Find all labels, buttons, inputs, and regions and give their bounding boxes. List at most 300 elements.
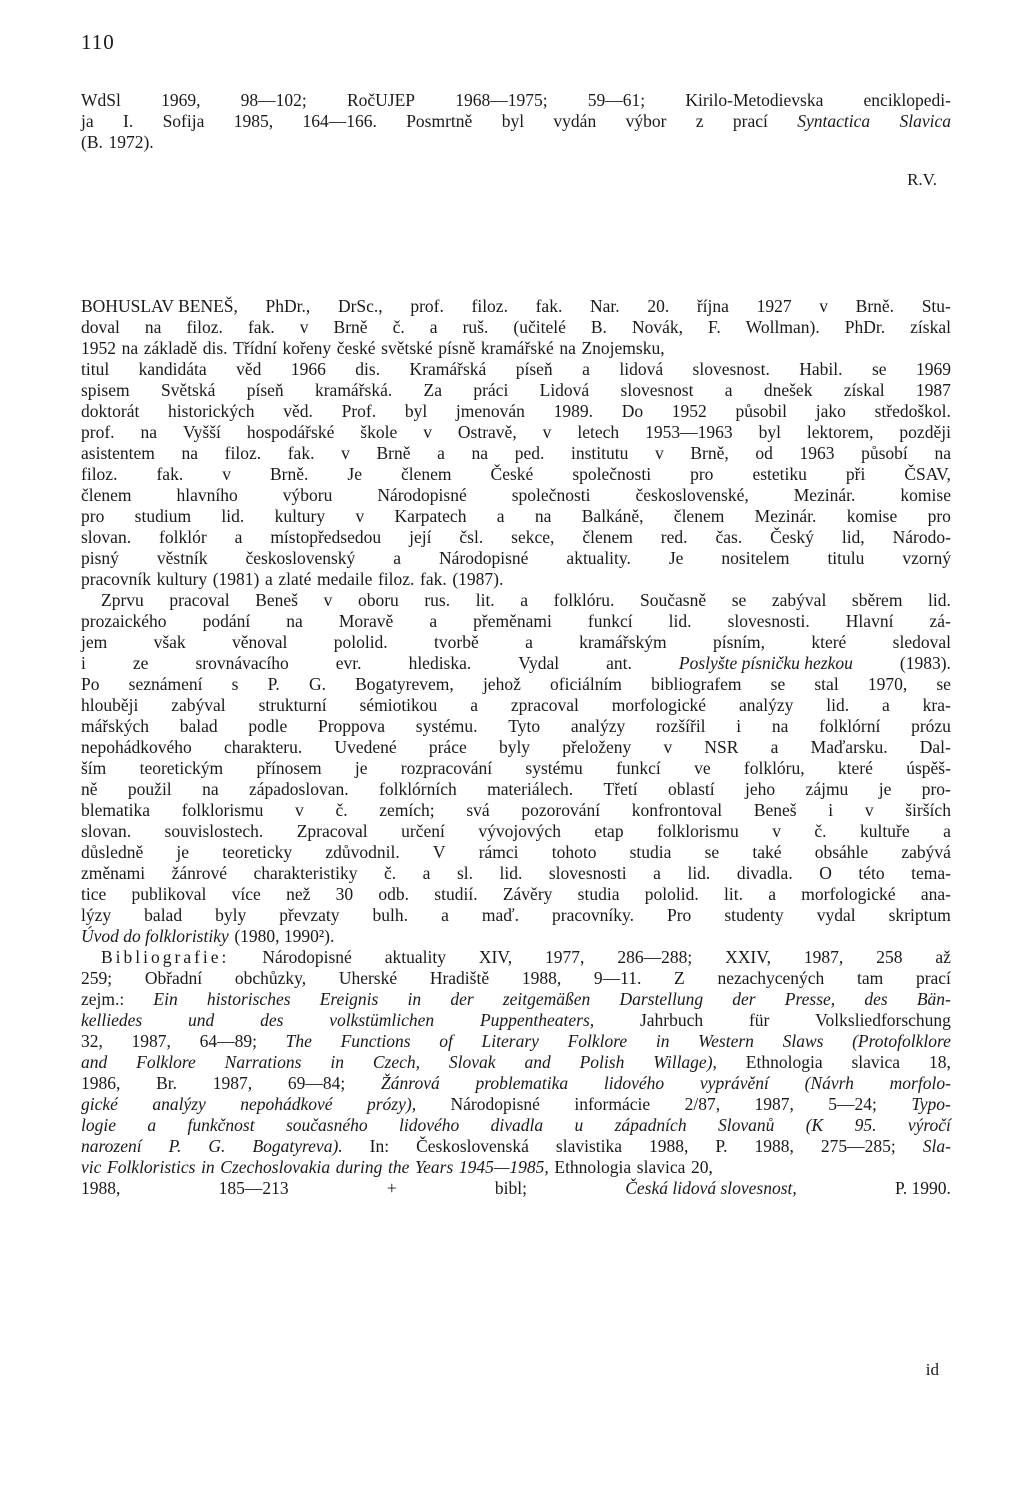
word: hlouběji bbox=[81, 695, 139, 715]
word: píseň bbox=[246, 380, 284, 400]
word: 95. bbox=[854, 1115, 877, 1135]
word: rámci bbox=[478, 842, 519, 862]
word: Volksliedforschung bbox=[815, 1010, 951, 1030]
text-line bbox=[81, 674, 951, 695]
word: Hradiště bbox=[429, 968, 490, 988]
word: Dal- bbox=[919, 737, 951, 757]
word: v bbox=[542, 422, 552, 442]
word: pro- bbox=[921, 779, 951, 799]
word: v bbox=[295, 800, 304, 820]
word: později bbox=[899, 422, 951, 442]
word: písně bbox=[438, 338, 476, 358]
text-line bbox=[81, 1178, 951, 1199]
word: 98—102; bbox=[240, 90, 307, 110]
word: Je bbox=[347, 464, 362, 484]
word: 1989. bbox=[553, 401, 593, 421]
word: její bbox=[409, 527, 432, 547]
word: medaile bbox=[316, 569, 373, 589]
word: prozaického bbox=[81, 611, 167, 631]
word: Ereignis bbox=[319, 989, 379, 1009]
word: 258 bbox=[876, 947, 903, 967]
word: s bbox=[231, 674, 239, 694]
word: československý bbox=[245, 548, 356, 568]
word: Pro bbox=[667, 905, 692, 925]
word: odb. bbox=[378, 884, 410, 904]
word: 1953—1963 bbox=[645, 422, 733, 442]
word: získal bbox=[843, 380, 885, 400]
word: analýzy bbox=[570, 716, 626, 736]
word: lidového bbox=[398, 1115, 460, 1135]
word: 1972). bbox=[108, 132, 154, 152]
word: a bbox=[882, 695, 890, 715]
word: vydal bbox=[816, 905, 856, 925]
text-line bbox=[81, 569, 951, 590]
word: oficiálním bbox=[550, 674, 622, 694]
word: byl bbox=[758, 422, 781, 442]
word: pololid. bbox=[333, 632, 388, 652]
word: byly bbox=[215, 905, 247, 925]
word: Závěry bbox=[502, 884, 553, 904]
word: v bbox=[222, 464, 231, 484]
word: I. bbox=[123, 111, 134, 131]
word: Balkáně, bbox=[581, 506, 644, 526]
word: systému bbox=[525, 758, 583, 778]
word: (Protofolklore bbox=[852, 1031, 951, 1051]
word: historisches bbox=[206, 989, 291, 1009]
word: ším bbox=[81, 758, 107, 778]
word: kořeny bbox=[282, 338, 332, 358]
word: Nar. bbox=[590, 296, 620, 316]
word: Folklore bbox=[136, 1052, 196, 1072]
word: v bbox=[654, 443, 664, 463]
word: fak. bbox=[156, 464, 184, 484]
word: a bbox=[429, 611, 438, 631]
word: i bbox=[828, 800, 834, 820]
word: lýzy bbox=[81, 905, 112, 925]
word: balad bbox=[179, 716, 218, 736]
word: blematika bbox=[81, 800, 151, 820]
word: Sla- bbox=[922, 1136, 951, 1156]
word: rozpracování bbox=[400, 758, 493, 778]
word: a bbox=[770, 737, 779, 757]
word: nositelem bbox=[721, 548, 790, 568]
word: narození bbox=[81, 1136, 142, 1156]
text-line bbox=[81, 1073, 951, 1094]
word: a bbox=[429, 317, 438, 337]
word: und bbox=[188, 1010, 215, 1030]
word: konfrontoval bbox=[631, 800, 723, 820]
text-line bbox=[81, 905, 951, 926]
word: a bbox=[422, 863, 431, 883]
word: podle bbox=[248, 716, 288, 736]
word: a bbox=[525, 632, 533, 652]
word: slovesnosti. bbox=[727, 611, 810, 631]
word: Do bbox=[621, 401, 644, 421]
word: 1988, bbox=[81, 1178, 121, 1198]
word: des bbox=[864, 989, 888, 1009]
word: více bbox=[231, 884, 261, 904]
text-line bbox=[81, 1115, 951, 1136]
word: přínosem bbox=[256, 758, 322, 778]
word: 275—285; bbox=[820, 1136, 896, 1156]
word: mářských bbox=[81, 716, 150, 736]
word: v bbox=[663, 737, 673, 757]
word: studií. bbox=[434, 884, 478, 904]
word: Znojemsku, bbox=[581, 338, 665, 358]
word: Národopisné bbox=[262, 947, 352, 967]
word: 32, bbox=[81, 1031, 103, 1051]
word: Český bbox=[770, 527, 814, 547]
author-signature-entry: id bbox=[925, 1360, 939, 1379]
word: sl. bbox=[456, 863, 474, 883]
word: Functions bbox=[340, 1031, 411, 1051]
word: Folklore bbox=[567, 1031, 628, 1051]
word: des bbox=[260, 1010, 284, 1030]
word: obchůzky, bbox=[234, 968, 307, 988]
word: and bbox=[81, 1052, 108, 1072]
text-line bbox=[81, 842, 951, 863]
word: na bbox=[140, 422, 158, 442]
text-line bbox=[81, 884, 951, 905]
text-line bbox=[81, 821, 951, 842]
word: slavica bbox=[636, 1157, 686, 1177]
word: Stu- bbox=[921, 296, 951, 316]
word: 30 bbox=[335, 884, 354, 904]
word: P. bbox=[267, 674, 280, 694]
word: 5—24; bbox=[828, 1094, 877, 1114]
text-line bbox=[81, 779, 951, 800]
word: Po bbox=[81, 674, 100, 694]
word: píseň bbox=[515, 359, 553, 379]
word: titul bbox=[81, 359, 110, 379]
word: lid. bbox=[928, 590, 951, 610]
word: Lidová bbox=[539, 380, 590, 400]
word: komise bbox=[846, 506, 898, 526]
word: 1985, bbox=[233, 111, 274, 131]
word: maď. bbox=[481, 905, 519, 925]
word: však bbox=[153, 632, 186, 652]
word: lit. bbox=[475, 590, 495, 610]
word: studium bbox=[134, 506, 192, 526]
word: F. bbox=[708, 317, 721, 337]
word: balad bbox=[144, 905, 183, 925]
word: změnami bbox=[81, 863, 146, 883]
word: kandidáta bbox=[138, 359, 207, 379]
word: 1977, bbox=[545, 947, 585, 967]
word: 1987, bbox=[131, 1031, 171, 1051]
word: rozšířil bbox=[655, 716, 706, 736]
word: oboru bbox=[357, 590, 399, 610]
word: a bbox=[393, 548, 402, 568]
word: 64—89; bbox=[199, 1031, 257, 1051]
text-line bbox=[81, 90, 951, 111]
word: fak. bbox=[287, 443, 315, 463]
word: které bbox=[837, 758, 873, 778]
word: letech bbox=[577, 422, 620, 442]
word: Polish bbox=[579, 1052, 625, 1072]
word: zeitgemäßen bbox=[502, 989, 591, 1009]
word: než bbox=[286, 884, 311, 904]
word: informácie bbox=[574, 1094, 651, 1114]
word: analýzy bbox=[738, 695, 794, 715]
word: důsledně bbox=[81, 842, 144, 862]
word: č. bbox=[384, 863, 397, 883]
word: a bbox=[496, 506, 505, 526]
word: práce bbox=[428, 737, 467, 757]
word: Typo- bbox=[911, 1094, 951, 1114]
word: zdůvodnil. bbox=[325, 842, 400, 862]
word: Posmrtně bbox=[406, 111, 473, 131]
word: Ethnologia bbox=[745, 1052, 823, 1072]
word: 20, bbox=[690, 1157, 713, 1177]
word: aktuality. bbox=[566, 548, 631, 568]
word: hospodářské bbox=[246, 422, 335, 442]
word: sekce, bbox=[511, 527, 555, 547]
word: charakteru. bbox=[224, 737, 303, 757]
word: Mezinár. bbox=[793, 485, 856, 505]
text-line bbox=[81, 590, 951, 611]
word: divadla. bbox=[736, 863, 793, 883]
word: funkcí bbox=[587, 611, 633, 631]
word: lektorem, bbox=[806, 422, 874, 442]
word: pozorování bbox=[521, 800, 601, 820]
word: ana- bbox=[920, 884, 951, 904]
word: in bbox=[407, 989, 422, 1009]
word: titulu bbox=[827, 548, 865, 568]
word: a bbox=[264, 569, 273, 589]
word: materiálech. bbox=[487, 779, 574, 799]
word: enciklopedi- bbox=[863, 90, 951, 110]
word: divadla bbox=[490, 1115, 544, 1135]
word: a bbox=[147, 1115, 157, 1135]
word: lid. bbox=[499, 863, 523, 883]
text-line bbox=[81, 317, 951, 338]
word: lid. bbox=[687, 863, 711, 883]
word: základě bbox=[143, 338, 198, 358]
text-line bbox=[81, 989, 951, 1010]
word: Bogatyreva). bbox=[252, 1136, 343, 1156]
word: je bbox=[354, 758, 368, 778]
word: 18, bbox=[928, 1052, 951, 1072]
word: na bbox=[934, 443, 951, 463]
word: 164—166. bbox=[302, 111, 377, 131]
text-line bbox=[81, 695, 951, 716]
word: světské bbox=[381, 338, 433, 358]
word: se bbox=[731, 590, 747, 610]
word: 9—11. bbox=[593, 968, 642, 988]
word: se bbox=[770, 674, 786, 694]
word: analýzy bbox=[152, 1094, 206, 1114]
word: dis. bbox=[202, 338, 228, 358]
word: sémiotikou bbox=[359, 695, 438, 715]
word: na bbox=[202, 779, 219, 799]
word: Czech, bbox=[372, 1052, 421, 1072]
word: The bbox=[285, 1031, 312, 1051]
word: 1987, bbox=[212, 1073, 253, 1093]
word: Br. bbox=[156, 1073, 178, 1093]
word: Poslyšte písničku hezkou bbox=[678, 653, 853, 673]
text-line bbox=[81, 737, 951, 758]
word: místopředsedou bbox=[270, 527, 382, 547]
word: zá- bbox=[929, 611, 951, 631]
word: ped. bbox=[514, 443, 545, 463]
word: morfologické bbox=[611, 695, 707, 715]
word: PhDr., bbox=[265, 296, 311, 316]
word: Maďarsku. bbox=[810, 737, 888, 757]
text-line bbox=[81, 1010, 951, 1031]
word: i bbox=[81, 653, 86, 673]
word: v bbox=[772, 821, 781, 841]
word: filoz. bbox=[186, 317, 223, 337]
word: jehož bbox=[482, 674, 521, 694]
word: Years bbox=[414, 1157, 454, 1177]
word: od bbox=[755, 443, 773, 463]
word: filoz. bbox=[471, 296, 508, 316]
word: asistentem bbox=[81, 443, 155, 463]
word: Národopisné bbox=[377, 485, 467, 505]
word: Uvedené bbox=[334, 737, 397, 757]
word: Zpracoval bbox=[296, 821, 368, 841]
word: NSR bbox=[704, 737, 739, 757]
word: für bbox=[748, 1010, 770, 1030]
word: se bbox=[871, 359, 887, 379]
word: lid, bbox=[841, 527, 865, 547]
word: Kramářská bbox=[409, 359, 487, 379]
word: v bbox=[341, 443, 350, 463]
word: 1969, bbox=[161, 90, 201, 110]
word: členem bbox=[81, 485, 132, 505]
word: zemích; bbox=[379, 800, 435, 820]
word: Třetí bbox=[603, 779, 638, 799]
word: 69—84; bbox=[287, 1073, 346, 1093]
word: Za bbox=[423, 380, 443, 400]
word: P. bbox=[715, 1136, 728, 1156]
word: tema- bbox=[911, 863, 951, 883]
word: se bbox=[936, 674, 951, 694]
word: sledoval bbox=[892, 632, 951, 652]
word: filoz. bbox=[377, 569, 415, 589]
word: Slovak bbox=[448, 1052, 496, 1072]
word: ze bbox=[132, 653, 149, 673]
word: Ein bbox=[153, 989, 178, 1009]
word: také bbox=[752, 842, 782, 862]
word: Národopisné bbox=[439, 548, 529, 568]
word: přeloženy bbox=[562, 737, 632, 757]
word: volkstümlichen bbox=[329, 1010, 435, 1030]
word: Úvod do folkloristiky bbox=[81, 926, 229, 946]
word: folklorismu bbox=[657, 821, 739, 841]
word: Bän- bbox=[916, 989, 951, 1009]
word: the bbox=[388, 1157, 410, 1177]
word: prózu bbox=[911, 716, 951, 736]
word: č. bbox=[392, 317, 405, 337]
word: škole bbox=[360, 422, 398, 442]
word: výbor bbox=[625, 111, 667, 131]
word: 20. bbox=[647, 296, 670, 316]
word: Habil. bbox=[799, 359, 843, 379]
word: členem bbox=[401, 464, 452, 484]
word: č. bbox=[335, 800, 348, 820]
word: systému. bbox=[415, 716, 478, 736]
word: působí bbox=[861, 443, 908, 463]
word: kultuře bbox=[860, 821, 910, 841]
word: souvislostech. bbox=[164, 821, 264, 841]
word: zabýval bbox=[171, 695, 226, 715]
word: byl bbox=[501, 111, 525, 131]
text-line bbox=[81, 464, 951, 485]
word: Světská bbox=[160, 380, 216, 400]
word: (K bbox=[805, 1115, 824, 1135]
word: tohoto bbox=[551, 842, 597, 862]
text-line bbox=[81, 653, 951, 674]
word: kramářským bbox=[579, 632, 667, 652]
word: prof. bbox=[410, 296, 444, 316]
word: Darstellung bbox=[619, 989, 704, 1009]
word: Presse, bbox=[784, 989, 836, 1009]
word: ruš. bbox=[462, 317, 489, 337]
word: V bbox=[432, 842, 446, 862]
word: Hlavní bbox=[845, 611, 894, 631]
word: a bbox=[582, 359, 590, 379]
word: Současně bbox=[640, 590, 707, 610]
word: red. bbox=[660, 527, 688, 547]
word: gické bbox=[81, 1094, 118, 1114]
text-line bbox=[81, 506, 951, 527]
word: charakteristiky bbox=[253, 863, 358, 883]
word: Uherské bbox=[338, 968, 398, 988]
word: Je bbox=[668, 548, 684, 568]
text-line bbox=[81, 632, 951, 653]
word: lidového bbox=[603, 1073, 665, 1093]
word: kramářské bbox=[480, 338, 554, 358]
word: Czechoslovakia bbox=[220, 1157, 331, 1177]
word: byly bbox=[498, 737, 531, 757]
word: nezachycených bbox=[717, 968, 825, 988]
word: použil bbox=[127, 779, 172, 799]
word: Jahrbuch bbox=[639, 1010, 704, 1030]
word: zájmu bbox=[805, 779, 849, 799]
word: 59—61; bbox=[587, 90, 646, 110]
word: československé, bbox=[635, 485, 749, 505]
word: Narrations bbox=[224, 1052, 302, 1072]
word: Tyto bbox=[508, 716, 541, 736]
word: slovesnost bbox=[620, 380, 694, 400]
text-line bbox=[81, 1031, 951, 1052]
word: v bbox=[819, 296, 828, 316]
word: středoškol. bbox=[874, 401, 951, 421]
word: kelliedes bbox=[81, 1010, 143, 1030]
word: folklóru. bbox=[553, 590, 615, 610]
word: Prof. bbox=[341, 401, 377, 421]
word: of bbox=[439, 1031, 453, 1051]
word: Wollman). bbox=[745, 317, 820, 337]
word: výročí bbox=[907, 1115, 951, 1135]
word: 259; bbox=[81, 968, 113, 988]
word: a bbox=[234, 527, 243, 547]
word: komise bbox=[900, 485, 951, 505]
word: hlavního bbox=[176, 485, 238, 505]
word: Brně. bbox=[269, 464, 309, 484]
word: byl bbox=[404, 401, 428, 421]
word: na bbox=[559, 338, 576, 358]
word: vzorný bbox=[902, 548, 951, 568]
word: 185—213 bbox=[218, 1178, 289, 1198]
word: B. bbox=[590, 317, 607, 337]
word: pracovníky. bbox=[552, 905, 634, 925]
word: 1952 bbox=[81, 338, 116, 358]
word: nepohádkového bbox=[81, 737, 192, 757]
word: pololid. bbox=[644, 884, 699, 904]
